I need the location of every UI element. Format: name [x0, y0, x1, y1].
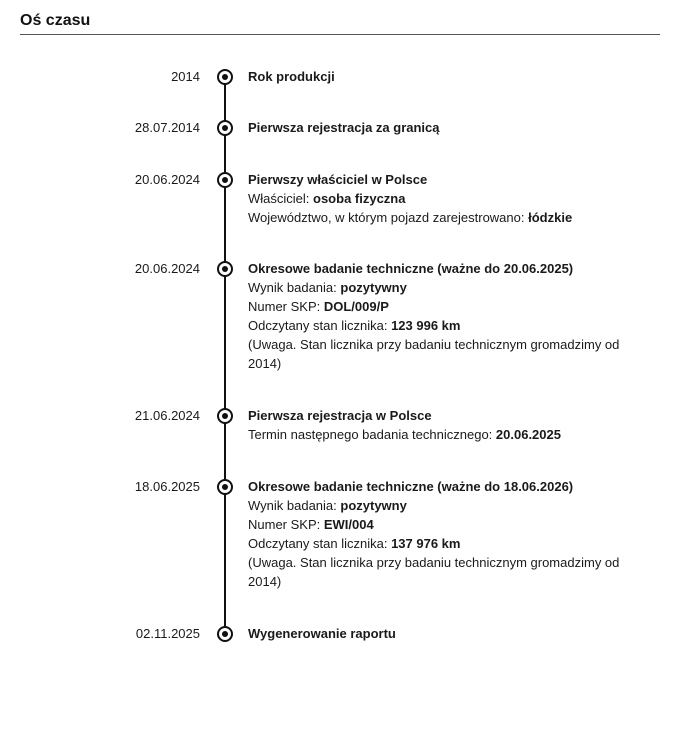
odometer-line: [248, 316, 628, 335]
skp-value: EWI/004: [323, 517, 374, 532]
skp-line: [248, 515, 628, 534]
event-content: [248, 406, 628, 444]
timeline-dot-icon: [217, 261, 233, 277]
event-date: 20.06.2024: [134, 172, 200, 187]
timeline-dot-icon: [217, 172, 233, 188]
odometer-value: 137 976 km: [391, 536, 461, 551]
timeline-line: [224, 77, 226, 634]
odometer-note: (Uwaga. Stan licznika przy badaniu technicznym gromadzimy od 2014): [248, 337, 620, 371]
result-line: [248, 278, 628, 297]
skp-label: Numer SKP:: [248, 299, 324, 314]
event-title: Wygenerowanie raportu: [248, 626, 396, 641]
event-content: [248, 259, 628, 373]
odometer-value: 123 996 km: [391, 318, 461, 333]
event-content: [248, 624, 628, 643]
odometer-line: [248, 534, 628, 553]
event-title: Pierwsza rejestracja za granicą: [248, 120, 440, 135]
event-title: Okresowe badanie techniczne (ważne do 18.06.2026): [248, 479, 574, 494]
event-date: 20.06.2024: [134, 261, 200, 276]
timeline-dot-icon: [217, 69, 233, 85]
event-title: Pierwsza rejestracja w Polsce: [248, 408, 432, 423]
timeline-dot-icon: [217, 408, 233, 424]
event-date: 21.06.2024: [134, 408, 200, 423]
event-date: 02.11.2025: [135, 626, 200, 641]
next-inspection-line: [248, 425, 628, 444]
next-inspection-value: 20.06.2025: [495, 427, 561, 442]
owner-value: osoba fizyczna: [313, 191, 406, 206]
skp-label: Numer SKP:: [248, 517, 324, 532]
result-line: [248, 496, 628, 515]
event-date: 28.07.2014: [134, 120, 200, 135]
skp-line: [248, 297, 628, 316]
odometer-label: Odczytany stan licznika:: [248, 536, 392, 551]
event-content: [248, 477, 628, 591]
result-value: pozytywny: [340, 498, 407, 513]
result-label: Wynik badania:: [248, 280, 341, 295]
event-content: [248, 118, 628, 137]
event-date: 18.06.2025: [134, 479, 200, 494]
event-content: [248, 170, 628, 227]
result-value: pozytywny: [340, 280, 407, 295]
event-title: Pierwszy właściciel w Polsce: [248, 172, 428, 187]
owner-line: [248, 189, 628, 208]
odometer-label: Odczytany stan licznika:: [248, 318, 392, 333]
next-inspection-label: Termin następnego badania technicznego:: [248, 427, 496, 442]
odometer-note: (Uwaga. Stan licznika przy badaniu technicznym gromadzimy od 2014): [248, 555, 620, 589]
event-title: Rok produkcji: [248, 69, 335, 84]
timeline-dot-icon: [217, 120, 233, 136]
voivodeship-label: Województwo, w którym pojazd zarejestrowano:: [248, 210, 529, 225]
event-content: [248, 67, 628, 86]
timeline-dot-icon: [217, 626, 233, 642]
event-date: 2014: [171, 69, 200, 84]
voivodeship-value: łódzkie: [528, 210, 573, 225]
result-label: Wynik badania:: [248, 498, 341, 513]
voivodeship-line: [248, 208, 628, 227]
event-title: Okresowe badanie techniczne (ważne do 20.06.2025): [248, 261, 574, 276]
timeline-dot-icon: [217, 479, 233, 495]
owner-label: Właściciel:: [248, 191, 314, 206]
skp-value: DOL/009/P: [323, 299, 389, 314]
page-title: Oś czasu: [20, 12, 91, 29]
